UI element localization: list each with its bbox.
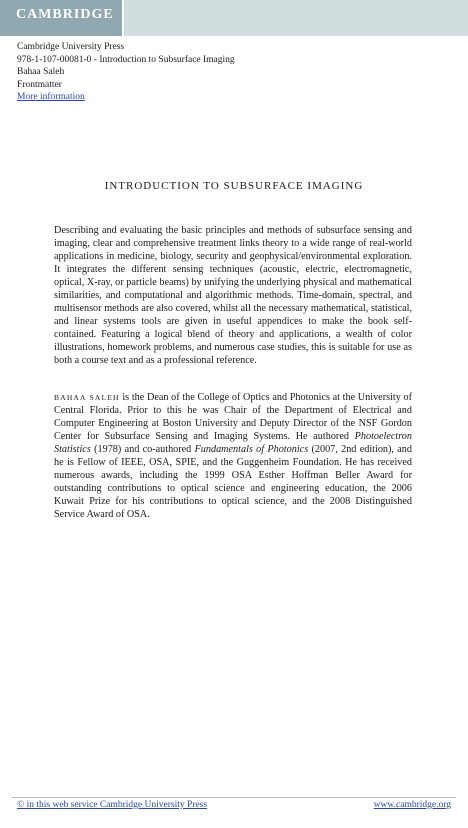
author-biography (54, 391, 412, 521)
publisher-logo (0, 0, 122, 36)
book-title-fundamentals: Fundamentals of Photonics (194, 444, 309, 456)
bio-text-a: is the Dean of the College of Optics and Photonics at the University of Central Florida. Prior to this he was Chair of the Department of Electrical and Computer Engineering at Boston University and Deputy Director of the NSF Gordon Center for Subsurface Sensing and Imaging Systems. He authored (54, 392, 412, 443)
publisher-logo-text: CAMBRIDGE (16, 7, 114, 22)
book-metadata (17, 41, 235, 104)
bio-text-b: (1978) and co-authored (90, 444, 195, 456)
publisher-name: Cambridge University Press (17, 42, 125, 52)
bio-text-c: (2007, 2nd edition), and he is Fellow of IEEE, OSA, SPIE, and the Guggenheim Foundation. He has received numerous awards, including the 1999 OSA Esther Hoffman Beller Award for outstanding contributions to optical science and engineering education, the 2006 Kuwait Prize for his contributions to optical science, and the 2008 Distinguished Service Award of OSA. (54, 444, 412, 521)
website-link[interactable]: www.cambridge.org (373, 800, 451, 810)
section-name: Frontmatter (17, 79, 62, 90)
book-title-photoelectron: Photoelectron Statistics (54, 431, 412, 456)
isbn-title: 978-1-107-00081-0 - Introduction to Subsurface Imaging (17, 54, 235, 65)
footer-divider (12, 797, 456, 798)
author-name: Bahaa Saleh (17, 67, 65, 77)
book-description: Describing and evaluating the basic principles and methods of subsurface sensing and imaging, clear and comprehensive treatment links theory to a wide range of real-world applications in medicine, biology, security and geophysical/environmental exploration. It integrates the different sensing techniques (acoustic, electric, electromagnetic, optical, X-ray, or particle beams) by unifying the underlying physical and mathematical similarities, and computational and algorithmic methods. Time-domain, spectral, and multisensor methods are also covered, whilst all the necessary mathematical, statistical, and linear systems tools are given in useful appendices to make the book self-contained. Featuring a logical blend of theory and applications, a wealth of color illustrations, homework problems, and numerous case studies, this is suitable for use as both a course text and as a professional reference. (54, 225, 412, 367)
author-name-smallcaps: BAHAA SALEH (54, 393, 120, 402)
more-information-link[interactable]: More information (17, 92, 85, 102)
copyright-link[interactable]: © in this web service Cambridge University Press (17, 800, 208, 810)
logo-divider (122, 0, 124, 36)
page-title: INTRODUCTION TO SUBSURFACE IMAGING (104, 180, 364, 192)
